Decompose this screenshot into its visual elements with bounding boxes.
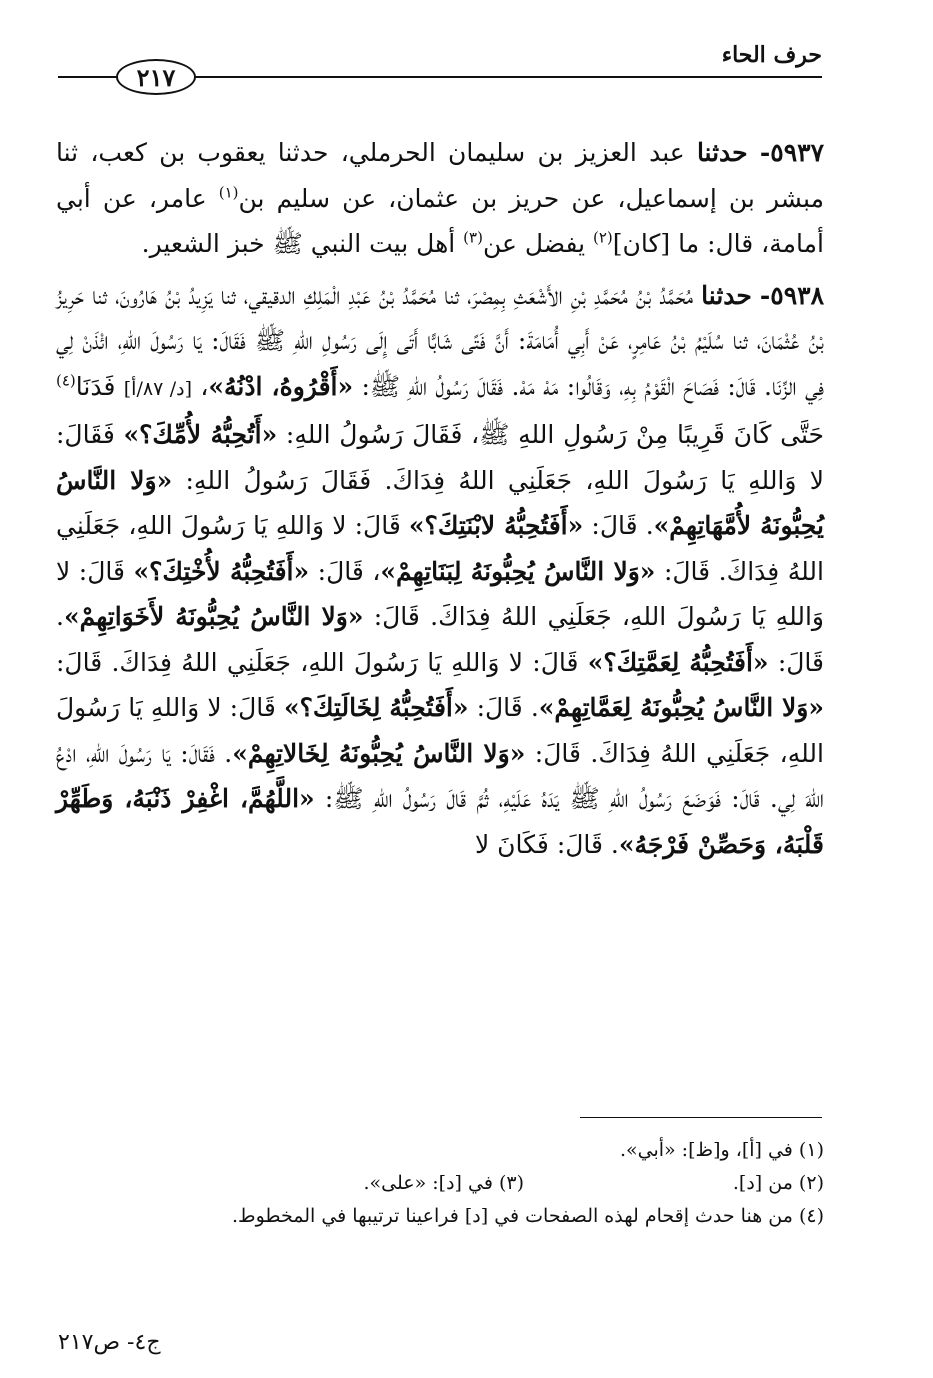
quote-bold: «وَلا النَّاسُ يُحِبُّونَهُ لِبَنَاتِهِمْ» (380, 556, 656, 586)
hadith-text: أهل بيت النبي ﷺ خبز الشعير. (141, 229, 464, 258)
footnote-marker: (٢) (593, 228, 613, 247)
footnote-row (56, 1200, 824, 1233)
page-header (58, 38, 822, 108)
hadith-number: ٥٩٣٧- (759, 138, 824, 167)
quote-bold: «وَلا النَّاسُ يُحِبُّونَهُ لِعَمَّاتِهِمْ» (538, 693, 824, 722)
footnote-4: (٤) من هنا حدث إقحام لهذه الصفحات في [د] فراعينا ترتيبها في المخطوط. (231, 1205, 824, 1227)
footnote-3: (٣) في [د]: «على». (363, 1172, 524, 1194)
footnote-2: (٢) من [د]. (732, 1172, 824, 1194)
quote-bold: «وَلا النَّاسُ يُحِبُّونَهُ لأُمَّهَاتِهِمْ» (56, 465, 825, 540)
hadith-text: قَالَ: لا وَاللهِ يَا رَسُولَ اللهِ، جَعَلَنِي اللهُ فِدَاكَ. قَالَ: (56, 556, 824, 631)
quote-bold: «وَلا النَّاسُ يُحِبُّونَهُ لِخَالاتِهِمْ» (232, 738, 526, 768)
hadith-number: ٥٩٣٨- (759, 280, 824, 310)
hadith-text: . قَالَ: (56, 602, 825, 677)
quote-bold: «أَفَتُحِبُّهُ لأُخْتِكَ؟» (133, 556, 310, 586)
hadith-text: عامر، عن أبي أمامة، قال: ما [كان] (56, 183, 824, 258)
hadith-text: قَالَ: لا وَاللهِ يَا رَسُولَ اللهِ، جَعَلَنِي اللهُ فِدَاكَ. قَالَ: (56, 647, 588, 677)
quote-bold: «وَلا النَّاسُ يُحِبُّونَهُ لأَخَوَاتِهِمْ» (63, 602, 364, 631)
hadith-text: قَالَ: لا وَاللهِ يَا رَسُولَ اللهِ، جَعَلَنِي اللهُ فِدَاكَ. قَالَ: (56, 693, 824, 768)
volume-page-footer: ج٤- ص٢١٧ (58, 1330, 161, 1355)
hadith-text: قَالَ: لا وَاللهِ يَا رَسُولَ اللهِ، جَعَلَنِي اللهُ فِدَاكَ. قَالَ: (56, 511, 824, 586)
quote-bold: «أَتُحِبُّهُ لأُمِّكَ؟» (123, 420, 278, 449)
page-number-badge: ٢١٧ (116, 59, 196, 95)
quote-bold: «اللَّهُمَّ، اغْفِرْ ذَنْبَهُ، وَطَهِّرْ قَلْبَهُ، وَحَصِّنْ فَرْجَهُ» (56, 784, 824, 859)
footnote-marker: (٣) (463, 228, 483, 247)
hadith-lead: حدثنا (696, 138, 748, 167)
hadith-text: ، (191, 371, 209, 401)
quote-bold: «أَفَتُحِبُّهُ لِعَمَّتِكَ؟» (587, 647, 769, 677)
hadith-5937 (56, 130, 824, 267)
hadith-text: يفضل عن (482, 229, 593, 258)
footnote-row (56, 1167, 824, 1200)
quote-bold: «أَقْرُوهُ، ادْنُهُ» (208, 371, 354, 401)
hadith-text: فَدَنَا (75, 371, 124, 401)
quote-bold: «أَفَتُحِبُّهُ لِخَالَتِكَ؟» (283, 693, 469, 722)
hadith-text: حَتَّى كَانَ قَرِيبًا مِنْ رَسُولِ اللهِ ﷺ، فَقَالَ رَسُولُ اللهِ: (277, 420, 824, 449)
hadith-text: مُحَمَّدُ بْنُ مُحَمَّدِ بْنِ الأَشْعَثِ بِمِصْرَ، ثنا مُحَمَّدُ بْنُ عَبْدِ الْمَلِكِ الدقيقي، ثنا يَزِيدُ بْنُ هَارُونَ، ثنا حَرِيزُ بْنُ عُثْمَانَ، ثنا سُلَيْمُ بْنُ عَامِرٍ، عَنْ أَبِي أُمَامَةَ: أَنَّ فَتًى شَابًّا أَتَى إِلَى رَسُولِ اللهِ ﷺ فَقَالَ: يَا رَسُولَ اللهِ، ائْذَنْ لِي فِي الزِّنَا. قَالَ: فَصَاحَ الْقَوْمُ بِهِ، وَقَالُوا: مَهْ مَهْ. فَقَالَ رَسُولُ اللهِ ﷺ: (56, 280, 824, 401)
footnote-1: (١) في [أ]، و[ظ]: «أبي». (619, 1139, 824, 1161)
hadith-text: ، قَالَ: (309, 556, 381, 586)
footnotes (56, 1134, 824, 1233)
footnote-marker: (٤) (56, 371, 76, 390)
hadith-lead: حدثنا (701, 280, 752, 310)
hadith-text: . فَقَالَ: يَا رَسُولَ اللهِ، ادْعُ اللهَ لِي. قَالَ: فَوَضَعَ رَسُولُ اللهِ ﷺ يَدَهُ عَلَيْهِ، ثُمَّ قَالَ رَسُولُ اللهِ ﷺ: (56, 738, 824, 813)
manuscript-ref: [د/ ٨٧/أ] (123, 377, 192, 400)
quote-bold: «أَفَتُحِبُّهُ لابْنَتِكَ؟» (408, 511, 584, 540)
hadith-text: . قَالَ: (583, 511, 654, 540)
hadith-text: . قَالَ: فَكَانَ لا (474, 829, 619, 859)
footnote-row (56, 1134, 824, 1167)
chapter-title: حرف الحاء (721, 42, 822, 68)
hadith-text: فَقَالَ: لا وَاللهِ يَا رَسُولَ اللهِ، جَعَلَنِي اللهُ فِدَاكَ. فَقَالَ رَسُولُ اللهِ: (56, 420, 824, 495)
footnote-marker: (١) (218, 183, 239, 202)
hadith-text: عبد العزيز بن سليمان الحرملي، حدثنا يعقوب بن كعب، ثنا مبشر بن إسماعيل، عن حريز بن عثمان، عن سليم بن (56, 138, 824, 213)
hadith-5938 (56, 273, 824, 868)
main-text (56, 130, 824, 867)
footnote-divider (580, 1117, 822, 1118)
hadith-text: . قَالَ: (468, 693, 539, 722)
